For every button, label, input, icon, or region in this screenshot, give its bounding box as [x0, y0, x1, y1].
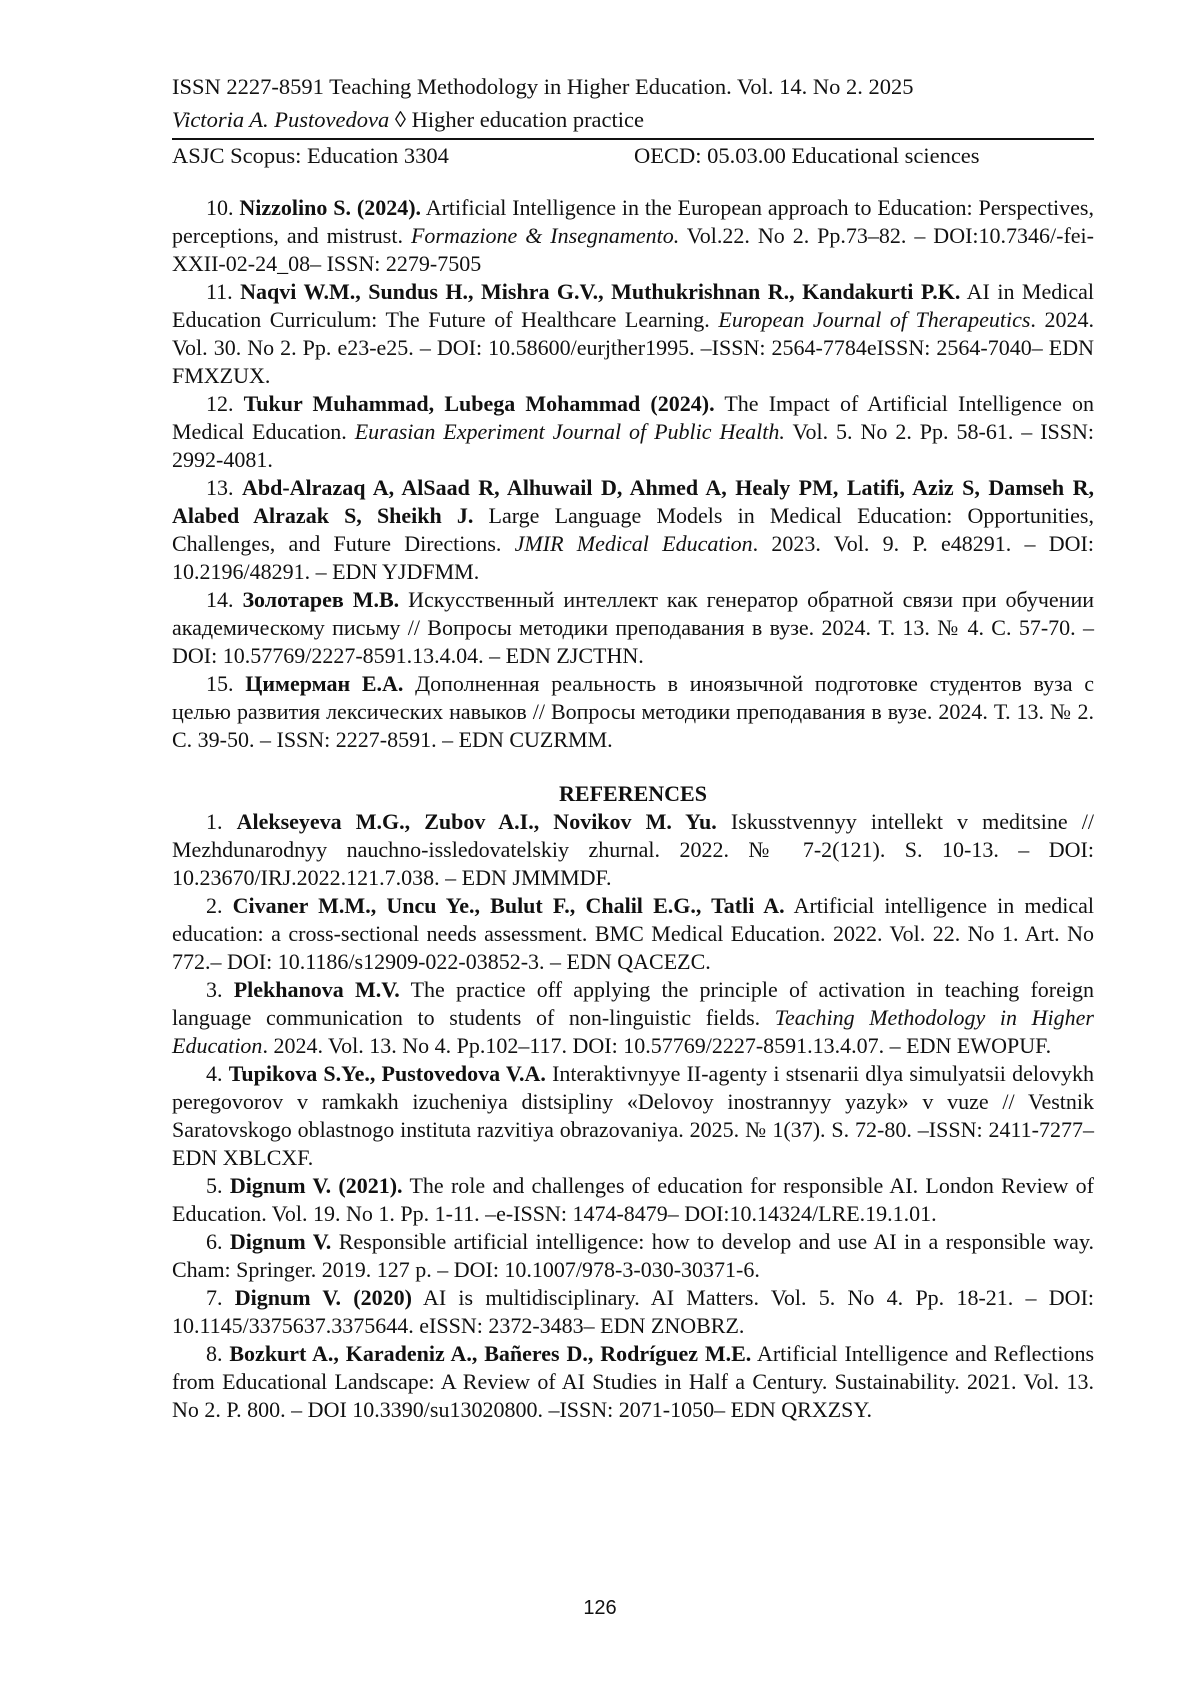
reference-item	[172, 278, 1094, 390]
reference-number: 11.	[206, 279, 233, 304]
reference-item	[172, 976, 1094, 1060]
reference-list-continued	[172, 194, 1094, 754]
reference-item	[172, 670, 1094, 754]
reference-item	[172, 586, 1094, 670]
reference-item	[172, 808, 1094, 892]
reference-authors: Золотарев М.В.	[242, 587, 400, 612]
page-number: 126	[583, 1597, 617, 1619]
classification-line	[172, 140, 1094, 172]
reference-item	[172, 1340, 1094, 1424]
reference-number: 10.	[206, 195, 234, 220]
reference-item	[172, 390, 1094, 474]
reference-journal: JMIR Medical Education	[514, 531, 753, 556]
main-content	[172, 194, 1094, 1424]
header-rubric: Higher education practice	[411, 107, 645, 132]
reference-details: . 2024. Vol. 30. No 2. Pp. e23-e25. – DOI: 10.58600/eurjther1995. –ISSN: 2564-7784eISSN: 2564-7040– EDN FMXZUX.	[172, 307, 1094, 388]
reference-journal: Eurasian Experiment Journal of Public Health.	[354, 419, 785, 444]
reference-text: Artificial Intelligence and Reflections from Educational Landscape: A Review of AI Studies in Half a Century. Sustainability. 2021. Vol. 13. No 2. P. 800. – DOI 10.3390/su13020800. –ISSN: 2071-1050– EDN QRXZSY.	[172, 1341, 1094, 1422]
reference-number: 5.	[206, 1173, 223, 1198]
reference-authors: Dignum V. (2021).	[229, 1173, 403, 1198]
reference-item	[172, 1284, 1094, 1340]
header-author: Victoria A. Pustovedova	[172, 107, 390, 132]
reference-text: Artificial intelligence in medical education: a cross-sectional needs assessment. BMC Medical Education. 2022. Vol. 22. No 1. Art. No 772.– DOI: 10.1186/s12909-022-03852-3. – EDN QACEZC.	[172, 893, 1095, 974]
reference-details: . 2023. Vol. 9. P. e48291. – DOI: 10.2196/48291. – EDN YJDFMM.	[172, 531, 1094, 584]
reference-authors: Tukur Muhammad, Lubega Mohammad (2024).	[243, 391, 715, 416]
reference-number: 14.	[206, 587, 234, 612]
reference-authors: Tupikova S.Ye., Pustovedova V.A.	[228, 1061, 546, 1086]
oecd-code: OECD: 05.03.00 Educational sciences	[634, 143, 980, 168]
author-rubric-line	[172, 103, 1094, 136]
reference-journal: European Journal of Therapeutics	[718, 307, 1031, 332]
reference-item	[172, 194, 1094, 278]
reference-item	[172, 1060, 1094, 1172]
reference-number: 4.	[206, 1061, 223, 1086]
reference-journal: Formazione & Insegnamento.	[410, 223, 680, 248]
reference-number: 2.	[206, 893, 223, 918]
reference-number: 8.	[206, 1341, 223, 1366]
reference-authors: Dignum V. (2020)	[234, 1285, 412, 1310]
reference-item	[172, 1228, 1094, 1284]
reference-details: . 2024. Vol. 13. No 4. Pp.102–117. DOI: 10.57769/2227-8591.13.4.07. – EDN EWOPUF.	[262, 1033, 1052, 1058]
reference-text: AI in Medical Education Curriculum: The Future of Healthcare Learning.	[172, 279, 1095, 332]
header-separator: ◊	[389, 107, 412, 132]
reference-text: The Impact of Artificial Intelligence on Medical Education.	[172, 391, 1094, 444]
reference-item	[172, 1172, 1094, 1228]
reference-authors: Naqvi W.M., Sundus H., Mishra G.V., Muthukrishnan R., Kandakurti P.K.	[240, 279, 961, 304]
reference-number: 3.	[206, 977, 223, 1002]
reference-authors: Plekhanova M.V.	[233, 977, 400, 1002]
reference-text: Artificial Intelligence in the European approach to Education: Perspectives, perceptions, and mistrust.	[172, 195, 1094, 248]
reference-text: Искусственный интеллект как генератор обратной связи при обучении академическому письму // Вопросы методики преподавания в вузе. 2024. Т. 13. № 4. С. 57-70. – DOI: 10.57769/2227-8591.13.4.04. – EDN ZJCTHN.	[172, 587, 1095, 668]
reference-authors: Alekseyeva M.G., Zubov A.I., Novikov M. Yu.	[236, 809, 717, 834]
reference-authors: Nizzolino S. (2024).	[239, 195, 422, 220]
reference-details: Vol.22. No 2. Pp.73–82. – DOI:10.7346/-fei-XXII-02-24_08– ISSN: 2279-7505	[172, 223, 1094, 276]
reference-authors: Цимерман Е.А.	[245, 671, 404, 696]
references-heading: REFERENCES	[559, 781, 707, 806]
reference-number: 7.	[206, 1285, 223, 1310]
reference-authors: Civaner M.M., Uncu Ye., Bulut F., Chalil E.G., Tatli A.	[232, 893, 785, 918]
reference-text: Interaktivnyye II-agenty i stsenarii dlya simulyatsii delovykh peregovorov v ramkakh izucheniya distsipliny «Delovoy inostrannyy yazyk» v vuze // Vestnik Saratovskogo oblastnogo instituta razvitiya obrazovaniya. 2025. № 1(37). S. 72-80. –ISSN: 2411-7277– EDN XBLCXF.	[172, 1061, 1094, 1170]
reference-text: Large Language Models in Medical Education: Opportunities, Challenges, and Future Directions.	[172, 503, 1094, 556]
reference-number: 1.	[206, 809, 223, 834]
reference-journal: Teaching Methodology in Higher Education	[172, 1005, 1094, 1058]
reference-number: 13.	[206, 475, 234, 500]
scopus-code: ASJC Scopus: Education 3304	[172, 143, 449, 168]
references-list	[172, 808, 1094, 1424]
reference-number: 6.	[206, 1229, 223, 1254]
reference-text: Iskusstvennyy intellekt v meditsine // Mezhdunarodnyy nauchno-issledovatelskiy zhurnal. 2022. № 7-2(121). S. 10-13. – DOI: 10.23670/IRJ.2022.121.7.038. – EDN JMMMDF.	[172, 809, 1095, 890]
reference-text: Responsible artificial intelligence: how to develop and use AI in a responsible way. Cham: Springer. 2019. 127 p. – DOI: 10.1007/978-3-030-30371-6.	[172, 1229, 1095, 1282]
reference-text: AI is multidisciplinary. AI Matters. Vol. 5. No 4. Pp. 18-21. – DOI: 10.1145/3375637.3375644. eISSN: 2372-3483– EDN ZNOBRZ.	[172, 1285, 1095, 1338]
reference-authors: Dignum V.	[229, 1229, 332, 1254]
reference-number: 12.	[206, 391, 234, 416]
reference-authors: Abd-Alrazaq A, AlSaad R, Alhuwail D, Ahmed A, Healy PM, Latifi, Aziz S, Damseh R, Alabed Alrazak S, Sheikh J.	[172, 475, 1095, 528]
journal-line: ISSN 2227-8591 Teaching Methodology in Higher Education. Vol. 14. No 2. 2025	[172, 74, 914, 99]
running-header	[172, 70, 1094, 172]
reference-details: Vol. 5. No 2. Pp. 58-61. – ISSN: 2992-4081.	[172, 419, 1095, 472]
reference-text: The role and challenges of education for responsible AI. London Review of Education. Vol. 19. No 1. Pp. 1-11. –e-ISSN: 1474-8479– DOI:10.14324/LRE.19.1.01.	[172, 1173, 1094, 1226]
reference-authors: Bozkurt A., Karadeniz A., Bañeres D., Rodríguez M.E.	[229, 1341, 752, 1366]
reference-text: Дополненная реальность в иноязычной подготовке студентов вуза с целью развития лексических навыков // Вопросы методики преподавания в вузе. 2024. Т. 13. № 2. С. 39-50. – ISSN: 2227-8591. – EDN CUZRMM.	[172, 671, 1095, 752]
reference-item	[172, 892, 1094, 976]
reference-number: 15.	[206, 671, 234, 696]
reference-item	[172, 474, 1094, 586]
reference-text: The practice off applying the principle of activation in teaching foreign language communication to students of non-linguistic fields.	[172, 977, 1094, 1030]
